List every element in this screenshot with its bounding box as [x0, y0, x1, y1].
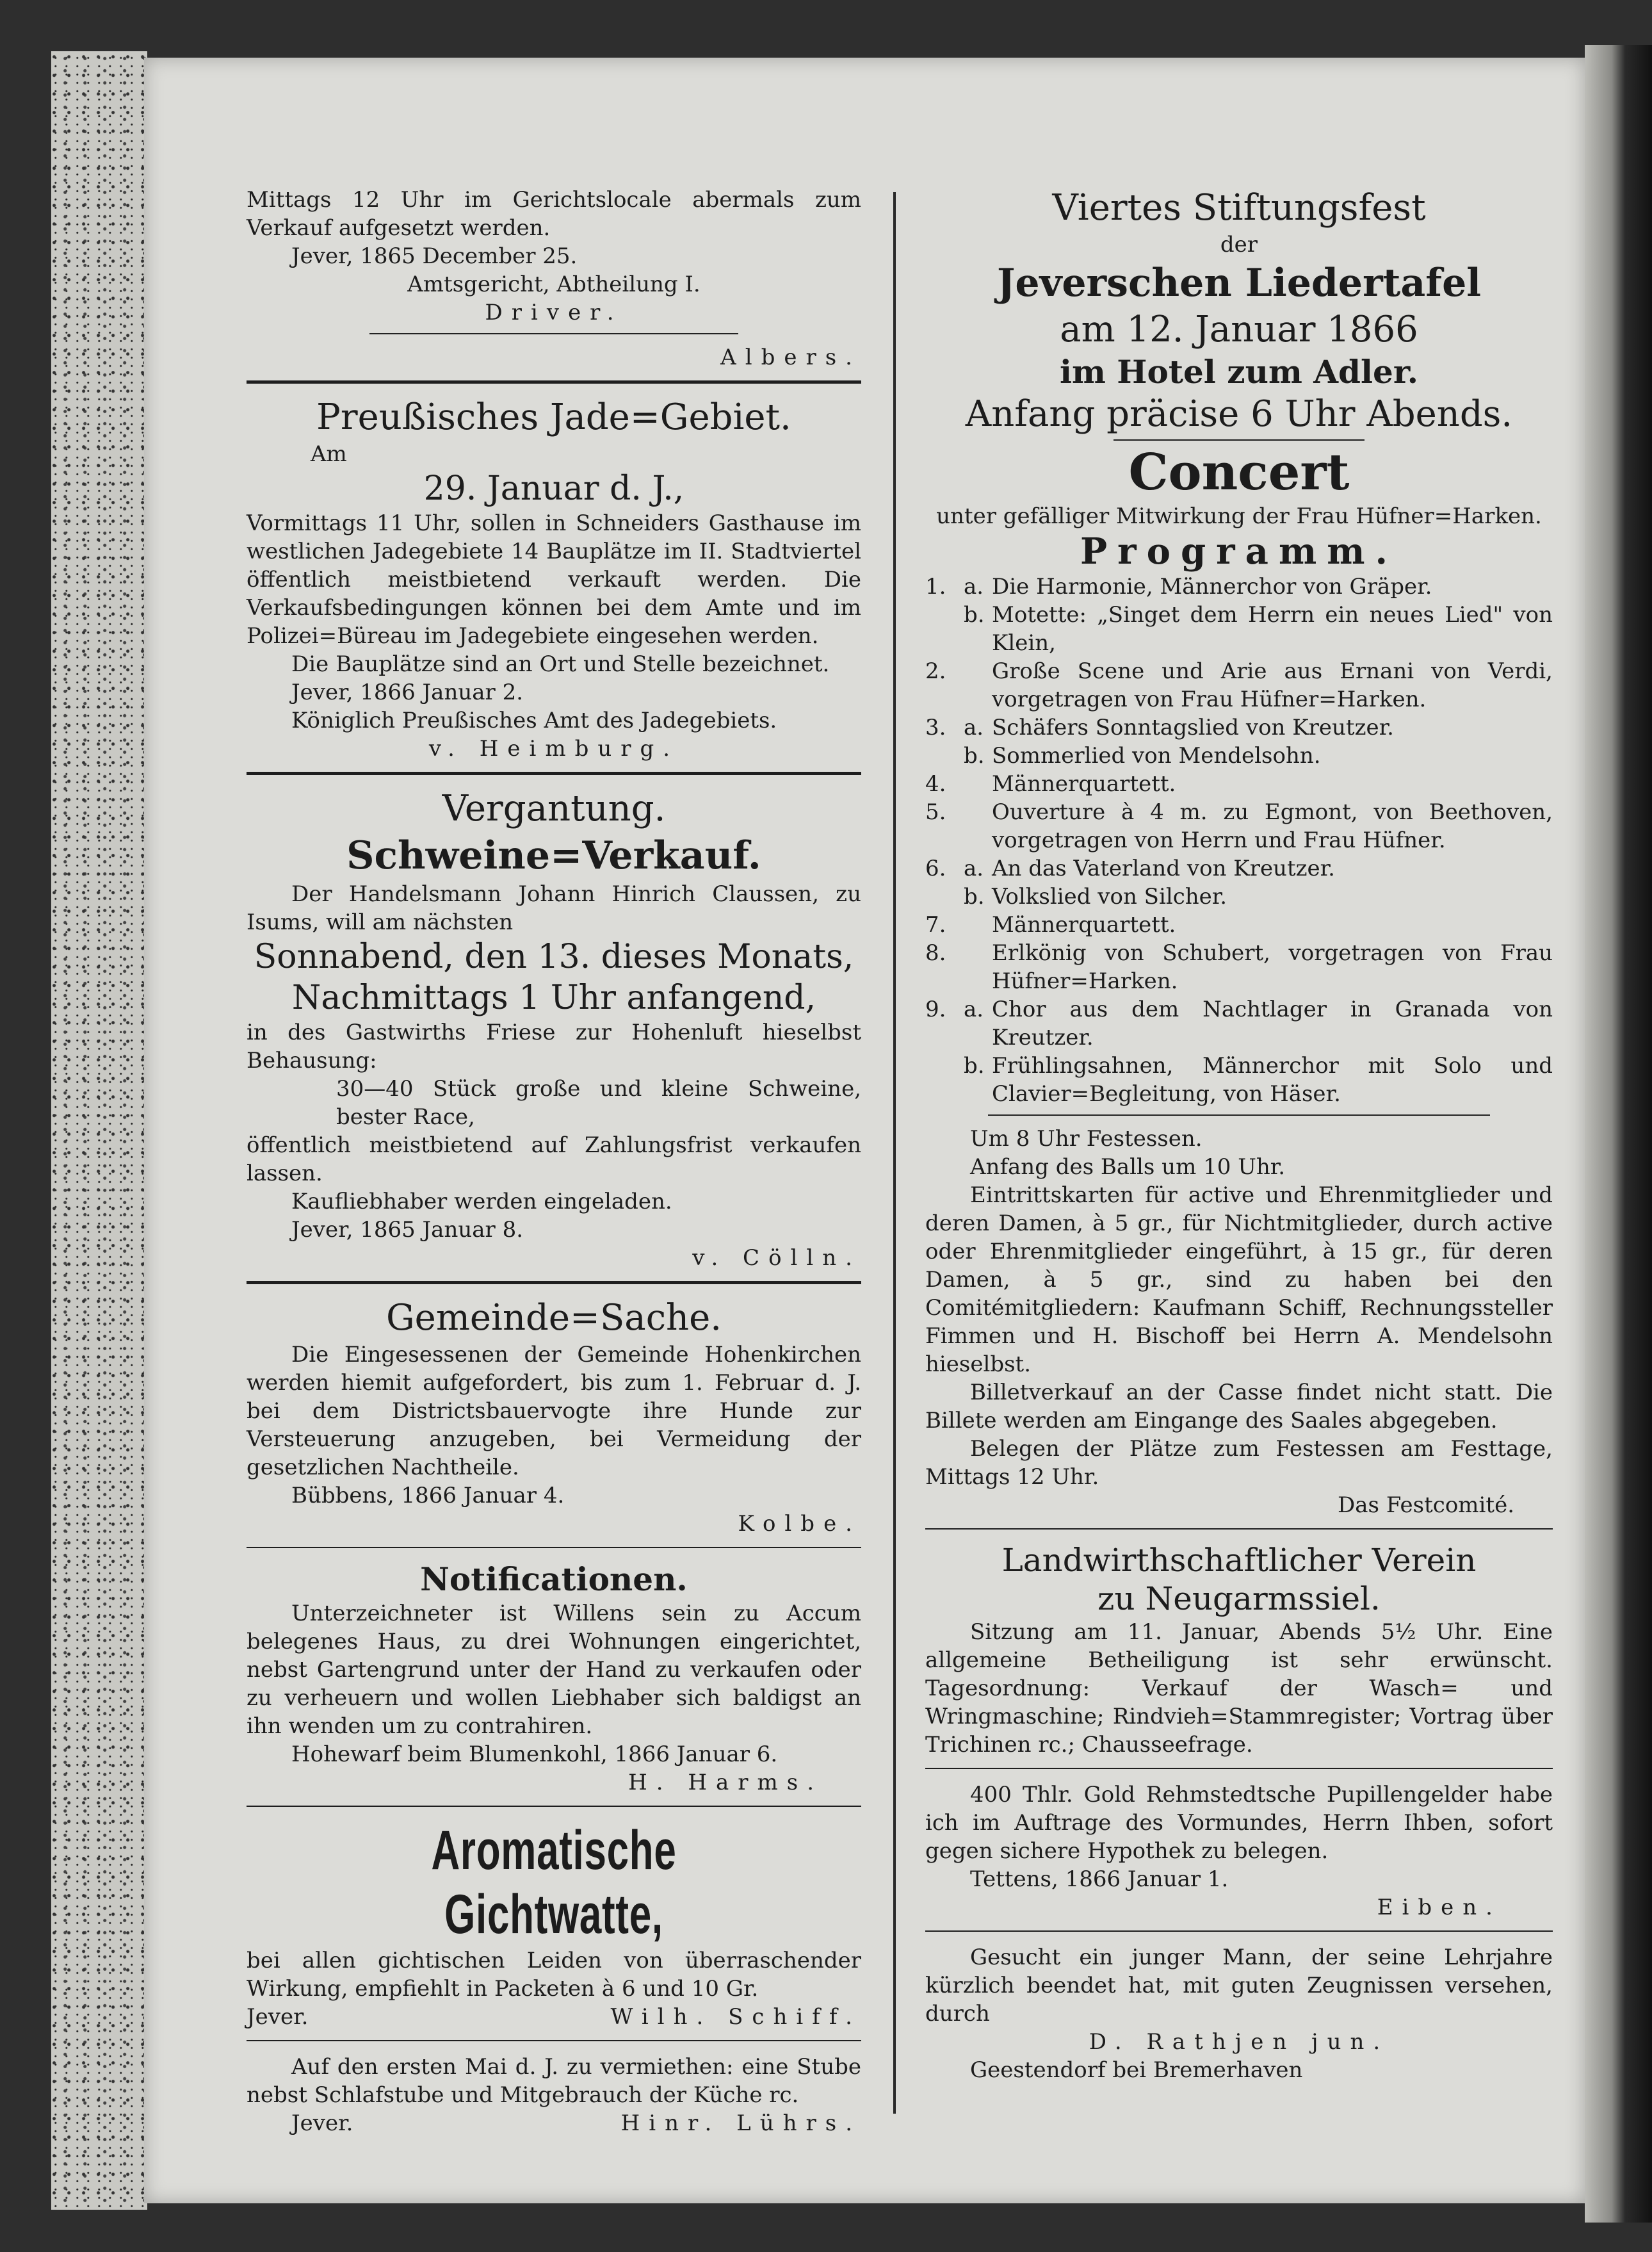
notice-rental [247, 2053, 861, 2137]
signature: Das Festcomité. [1338, 1492, 1514, 1518]
fest-venue: im Hotel zum Adler. [1060, 353, 1418, 391]
assist-line: unter gefälliger Mitwirkung der Frau Hüfner=Harken. [936, 503, 1542, 529]
notice-gemeinde [247, 1296, 861, 1538]
notice-jade-gebiet [247, 395, 861, 763]
divider [369, 333, 738, 334]
signature: v. Cölln. [692, 1245, 861, 1271]
signature: Hinr. Lührs. [620, 2110, 861, 2136]
notice-text: in des Gastwirths Friese zur Hohenluft hieselbst Behausung: [247, 1020, 861, 1073]
notice-heading: Vergantung. [442, 788, 666, 829]
programme-item: 5. Ouverture à 4 m. zu Egmont, von Beethoven, vorgetragen von Herrn und Frau Hüfner. [925, 799, 1553, 853]
programme-item: 4. Männerquartett. [925, 771, 1176, 797]
place: Jever. [247, 2004, 309, 2030]
place: Geestendorf bei Bremerhaven [970, 2057, 1303, 2083]
fest-text: Belegen der Plätze zum Festessen am Festtage, Mittags 12 Uhr. [925, 1436, 1553, 1490]
section-divider [247, 2040, 861, 2041]
notice-notifications [247, 1560, 861, 1797]
section-divider [925, 1768, 1553, 1769]
section-divider [247, 380, 861, 384]
page-right-edge [1585, 45, 1652, 2223]
programme-item: 1. a. Die Harmonie, Männerchor von Gräper. [925, 574, 1432, 600]
notice-text: öffentlich meistbietend auf Zahlungsfrist verkaufen lassen. [247, 1132, 861, 1186]
programme-item: b. Volkslied von Silcher. [964, 884, 1227, 910]
society-name: Jeverschen Liedertafel [996, 261, 1482, 306]
notice-pupillengelder [925, 1781, 1553, 1922]
concert-title: Concert [1128, 443, 1350, 502]
section-divider [925, 1930, 1553, 1932]
fest-start: Anfang präcise 6 Uhr Abends. [965, 393, 1513, 435]
programme-item: b. Frühlingsahnen, Männerchor mit Solo und Clavier=Begleitung, von Häser. [964, 1053, 1553, 1107]
fest-text: Anfang des Balls um 10 Uhr. [970, 1154, 1286, 1180]
section-divider [247, 772, 861, 775]
notice-text: Der Handelsmann Johann Hinrich Claussen, zu Isums, will am nächsten [247, 881, 861, 935]
notice-stiftungsfest [925, 186, 1553, 1519]
notice-heading: zu Neugarmssiel. [1097, 1580, 1381, 1617]
fest-line1: Viertes Stiftungsfest [1052, 187, 1426, 229]
notice-heading: Notificationen. [420, 1560, 688, 1598]
divider [1113, 439, 1365, 441]
programme-list [925, 573, 1553, 1108]
notice-text: Die Bauplätze sind an Ort und Stelle bezeichnet. [291, 651, 830, 677]
place-date: Tettens, 1866 Januar 1. [970, 1866, 1229, 1892]
notice-gesucht [925, 1943, 1553, 2084]
divider [988, 1114, 1490, 1116]
notice-text: 400 Thlr. Gold Rehmstedtsche Pupillengelder habe ich im Auftrage des Vormundes, Herrn Ihben, sofort gegen sichere Hypothek zu belegen. [925, 1782, 1553, 1864]
signature-row [247, 2003, 861, 2031]
notice-text: Die Eingesessenen der Gemeinde Hohenkirchen werden hiemit aufgefordert, bis zum 1. Februar d. J. bei dem Districtsbauervogte ihre Hunde zur Versteuerung anzugeben, bei Vermeidung der gesetzlichen Nachtheile. [247, 1342, 861, 1480]
programme-item: 8. Erlkönig von Schubert, vorgetragen von Frau Hüfner=Harken. [925, 940, 1553, 994]
place-date: Jever, 1865 Januar 8. [291, 1217, 524, 1243]
signature: D. Rathjen jun. [1089, 2029, 1389, 2055]
place-date: Hohewarf beim Blumenkohl, 1866 Januar 6. [291, 1742, 778, 1767]
speckled-binding-edge [51, 51, 147, 2210]
fest-date: am 12. Januar 1866 [1060, 309, 1418, 350]
notice-text: bei allen gichtischen Leiden von überraschender Wirkung, empfiehlt in Packeten à 6 und 10 Gr. [247, 1948, 861, 2002]
programme-item: 2. Große Scene und Arie aus Ernani von Verdi, vorgetragen von Frau Hüfner=Harken. [925, 658, 1553, 712]
programme-item: b. Sommerlied von Mendelsohn. [964, 743, 1321, 769]
notice-verein [925, 1541, 1553, 1759]
section-divider [247, 1281, 861, 1284]
notice-text: Am [311, 441, 347, 467]
programme-item: 9. a. Chor aus dem Nachtlager in Granada von Kreutzer. [925, 997, 1553, 1050]
notice-text: Vormittags 11 Uhr, sollen in Schneiders Gasthause im westlichen Jadegebiete 14 Bauplätze im II. Stadtviertel öffentlich meistbietend verkauft werden. Die Verkaufsbedingungen können bei dem Amte und im Polizei=Büreau im Jadegebiete eingesehen werden. [247, 510, 861, 649]
place: Jever. [291, 2110, 353, 2136]
signature: Wilh. Schiff. [610, 2004, 861, 2030]
signature-row [247, 2109, 861, 2137]
notice-title: Schweine=Verkauf. [346, 833, 761, 878]
notice-text: Unterzeichneter ist Willens sein zu Accum belegenes Haus, zu drei Wohnungen eingerichtet, nebst Gartengrund unter der Hand zu verkaufen oder zu verheuern und wollen Liebhaber sich baldigst an ihn wenden um zu contrahiren. [247, 1601, 861, 1739]
place-date: Bübbens, 1866 Januar 4. [291, 1483, 565, 1508]
place-date: Jever, 1865 December 25. [291, 243, 578, 269]
signature: Albers. [720, 345, 861, 370]
programme-item: b. Motette: „Singet dem Herrn ein neues Lied" von Klein, [964, 602, 1553, 656]
notice-pig-sale [247, 787, 861, 1272]
notice-heading: Gemeinde=Sache. [385, 1297, 722, 1339]
notice-text: 30—40 Stück große und kleine Schweine, bester Race, [336, 1076, 861, 1130]
programme-item: 3. a. Schäfers Sonntagslied von Kreutzer. [925, 715, 1394, 740]
section-divider [247, 1806, 861, 1807]
fest-text: Billetverkauf an der Casse findet nicht statt. Die Billete werden am Eingange des Saales abgegeben. [925, 1380, 1553, 1433]
notice-date: 29. Januar d. J., [423, 469, 684, 508]
programme-item: 7. Männerquartett. [925, 912, 1176, 938]
signature: Eiben. [1377, 1895, 1502, 1920]
place-date: Jever, 1866 Januar 2. [291, 680, 524, 705]
notice-court-sale [247, 186, 861, 371]
notice-text: Gesucht ein junger Mann, der seine Lehrjahre kürzlich beendet hat, mit guten Zeugnissen versehen, durch [925, 1945, 1553, 2027]
fest-text: Um 8 Uhr Festessen. [970, 1126, 1203, 1152]
office-name: Königlich Preußisches Amt des Jadegebiets. [291, 708, 777, 733]
notice-text: Auf den ersten Mai d. J. zu vermiethen: eine Stube nebst Schlafstube und Mitgebrauch der Küche rc. [247, 2054, 861, 2108]
notice-text: Sitzung am 11. Januar, Abends 5½ Uhr. Eine allgemeine Betheiligung ist sehr erwünscht. Tagesordnung: Verkauf der Wasch= und Wringmaschine; Rindvieh=Stammregister; Vortrag über Trichinen rc.; Chausseefrage. [925, 1619, 1553, 1758]
signature: Driver. [485, 300, 623, 325]
notice-heading: Landwirthschaftlicher Verein [1001, 1542, 1477, 1579]
column-divider [893, 192, 896, 2114]
notice-heading: Preußisches Jade=Gebiet. [316, 396, 791, 438]
notice-time: Nachmittags 1 Uhr anfangend, [291, 979, 816, 1017]
signature: Kolbe. [738, 1511, 861, 1537]
notice-text: Mittags 12 Uhr im Gerichtslocale abermals zum Verkauf aufgesetzt werden. [247, 187, 861, 241]
notice-text: Kaufliebhaber werden eingeladen. [291, 1189, 672, 1214]
signature: H. Harms. [628, 1770, 823, 1795]
court-name: Amtsgericht, Abtheilung I. [407, 272, 700, 297]
fest-text: Eintrittskarten für active und Ehrenmitglieder und deren Damen, à 5 gr., für Nichtmitglieder, durch active oder Ehrenmitglieder eingeführt, à 15 gr., für deren Damen, à 5 gr., sind zu haben bei den Comitémitgliedern: Kaufmann Schiff, Rechnungssteller Fimmen und H. Bischoff bei Herrn A. Mendelsohn hieselbst. [925, 1182, 1553, 1377]
programme-item: 6. a. An das Vaterland von Kreutzer. [925, 856, 1335, 881]
fest-der: der [1220, 232, 1258, 257]
left-column [247, 186, 861, 2137]
notice-gichtwatte [247, 1818, 861, 2031]
section-divider [925, 1528, 1553, 1530]
section-divider [247, 1547, 861, 1548]
programm-heading: Programm. [1080, 530, 1398, 573]
signature: v. Heimburg. [428, 736, 679, 762]
notice-title: Aromatische Gichtwatte, [431, 1820, 677, 1945]
right-column [925, 186, 1553, 2084]
notice-date: Sonnabend, den 13. dieses Monats, [254, 938, 854, 976]
